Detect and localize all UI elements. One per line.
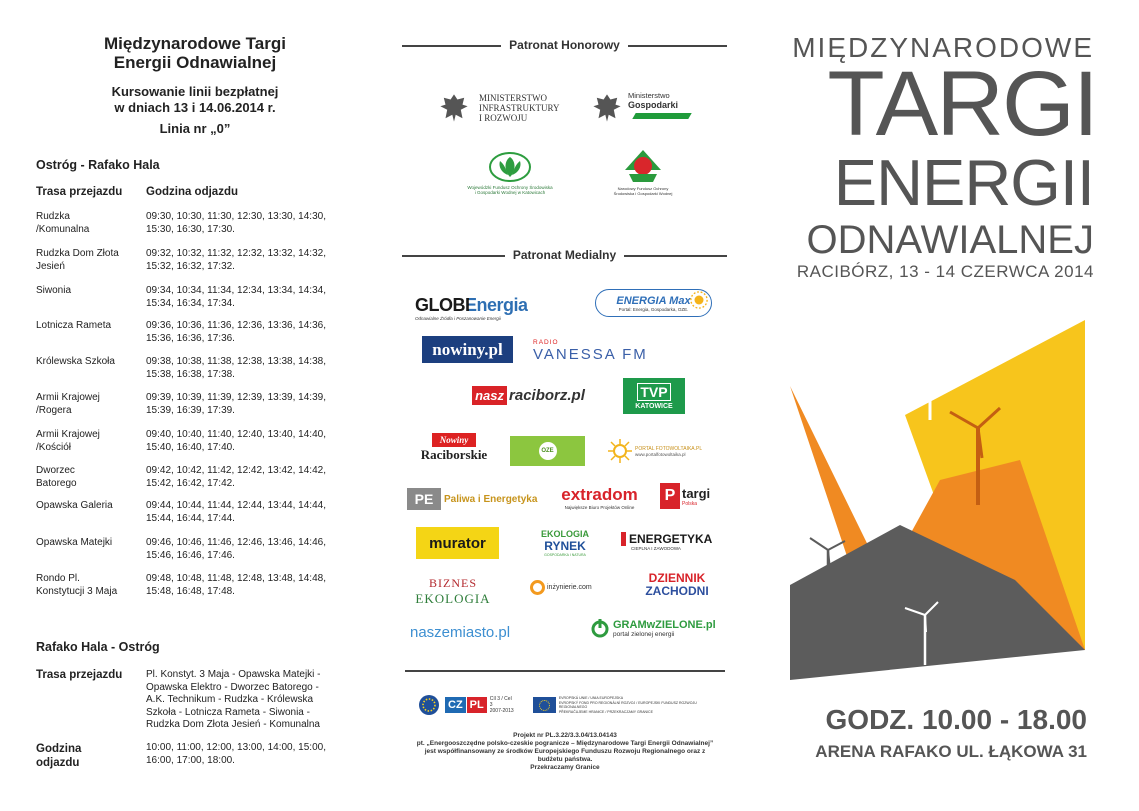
eagle-emblem-icon bbox=[437, 91, 471, 125]
table-row bbox=[36, 573, 366, 607]
pl-text: PL bbox=[467, 697, 487, 713]
fotowoltaika-text: PORTAL FOTOWOLTAIKA.PL bbox=[635, 445, 703, 452]
targi-badge: P bbox=[660, 483, 680, 509]
nowiny-rac-b: Raciborskie bbox=[420, 447, 488, 462]
departure-times: 09:38, 10:38, 11:38, 12:38, 13:38, 14:38, 15:38, 16:38, 17:38. bbox=[146, 356, 326, 380]
murator-text: murator bbox=[429, 534, 486, 552]
outbound-heading: Ostróg - Rafako Hala bbox=[36, 158, 160, 172]
tree-emblem-icon bbox=[623, 148, 663, 186]
murator-logo bbox=[416, 527, 499, 559]
green-stripe bbox=[632, 113, 691, 119]
event-title-panel bbox=[745, 0, 1139, 811]
title-odnawialnej: ODNAWIALNEJ bbox=[806, 218, 1094, 262]
divider bbox=[405, 670, 725, 672]
nowiny-logo bbox=[422, 336, 513, 363]
subtitle-line-1: Kursowanie linii bezpłatnej bbox=[111, 84, 279, 99]
eu-flag-icon bbox=[533, 697, 556, 713]
stop-name: Dworzec Batorego bbox=[36, 465, 77, 489]
rynek-text: RYNEK bbox=[544, 539, 586, 553]
energiamax-sub: Portal: Energia, Gospodarka, OZE. bbox=[618, 306, 689, 312]
table-row bbox=[36, 211, 366, 245]
title-energii: ENERGII bbox=[833, 146, 1094, 219]
stop-name: Opawska Matejki bbox=[36, 537, 113, 548]
return-route-label: Trasa przejazdu bbox=[36, 669, 123, 681]
cz-pl-sub: Cíl 3 / Cel 3 2007-2013 bbox=[489, 696, 514, 714]
stop-name: Lotnicza Rameta bbox=[36, 320, 112, 331]
ekologia-text: EKOLOGIA bbox=[540, 529, 589, 539]
departure-times: 09:39, 10:39, 11:39, 12:39, 13:39, 14:39, 15:39, 16:39, 17:39. bbox=[146, 392, 326, 416]
dziennik-zachodni-logo bbox=[637, 570, 717, 600]
return-times: 10:00, 11:00, 12:00, 13:00, 14:00, 15:00, 16:00, 17:00, 18:00. bbox=[146, 742, 326, 766]
sun-icon bbox=[607, 438, 633, 464]
globenergia-logo bbox=[415, 293, 555, 323]
table-row bbox=[36, 465, 366, 499]
honorary-patronage-header bbox=[402, 38, 727, 52]
ministry2-label-b: Gospodarki bbox=[628, 100, 679, 110]
patrons-panel bbox=[385, 0, 745, 811]
energetyka-text: ENERGETYKA bbox=[621, 532, 712, 546]
extradom-logo bbox=[548, 482, 651, 512]
table-row bbox=[36, 392, 366, 426]
departure-times: 09:44, 10:44, 11:44, 12:44, 13:44, 14:44, 15:44, 16:44, 17:44. bbox=[146, 500, 326, 524]
return-route: Pl. Konstyt. 3 Maja - Opawska Matejki - Opawska Elektro - Dworzec Batorego - A.K. Technikum - Rudzka - Królewska Szkoła - Lotnicza Rameta - Siwonia - Rudzka Dom Złota Jesień - Komunalna bbox=[146, 669, 321, 730]
departure-times: 09:30, 10:30, 11:30, 12:30, 13:30, 14:30, 15:30, 16:30, 17:30. bbox=[146, 211, 326, 235]
eu-stars-icon bbox=[415, 694, 443, 716]
energetyka-logo bbox=[621, 527, 716, 555]
portal-fotowoltaika-logo bbox=[607, 436, 722, 466]
extradom-sub: Największe Biuro Projektów Online bbox=[564, 504, 635, 510]
schedule-panel bbox=[0, 0, 385, 811]
dziennik-text: DZIENNIK bbox=[648, 571, 706, 585]
wfos-label: Wojewódzki Fundusz Ochrony Środowiska i Gospodarki Wodnej w Katowicach bbox=[467, 184, 553, 195]
schedule-subtitle bbox=[40, 84, 350, 137]
project-fine-print: Projekt nr PL.3.22/3.3.04/13.04143 pt. „Energooszczędne polsko-czeskie pogranicze – Międzynarodowe Targi Energii Odnawialnej” jest współfinansowany ze środków Europejskiego Funduszu Rozwoju Regionalnego oraz z budżetu państwa. Przekraczamy Granice bbox=[416, 732, 714, 771]
table-row bbox=[36, 429, 366, 463]
venue-address: ARENA RAFAKO UL. ŁĄKOWA 31 bbox=[815, 742, 1087, 761]
leaf-emblem-icon bbox=[488, 151, 532, 183]
pe-badge: PE bbox=[407, 488, 441, 510]
eu-text: EVROPSKÁ UNIE / UNIA EUROPEJSKA EVROPSKÝ FOND PRO REGIONÁLNÍ ROZVOJ / EUROPEJSKI FUNDUSZ ROZWOJU REGIONALNEGO PŘEKRAČUJEME HRANICE / PRZEKRACZAMY GRANICE bbox=[558, 696, 697, 714]
wfos-logo bbox=[460, 148, 560, 198]
stop-name: Siwonia bbox=[36, 285, 72, 296]
subtitle-line-2: w dniach 13 i 14.06.2014 r. bbox=[114, 100, 276, 115]
energetyka-sub: CIEPLNA I ZAWODOWA bbox=[631, 545, 681, 551]
gramwzielone-logo bbox=[590, 613, 720, 643]
energiamax-text: ENERGIA Max bbox=[616, 294, 691, 307]
tvp-katowice-logo bbox=[623, 378, 685, 414]
nfosigw-logo bbox=[613, 144, 673, 200]
nowiny-raciborskie-logo bbox=[415, 427, 493, 469]
stop-name: Armii Krajowej /Rogera bbox=[36, 392, 100, 416]
gram-text: GRAMwZIELONE.pl bbox=[613, 618, 716, 631]
stop-name: Opawska Galeria bbox=[36, 500, 113, 511]
eu-fund-logo bbox=[533, 694, 718, 716]
stop-name: Rudzka Dom Złota Jesień bbox=[36, 248, 119, 272]
departure-times: 09:42, 10:42, 11:42, 12:42, 13:42, 14:42, 15:42, 16:42, 17:42. bbox=[146, 465, 326, 489]
radio-vanessa-logo bbox=[533, 338, 708, 364]
ministry-economy-logo bbox=[590, 88, 700, 128]
globenergia-sub: Odnawialne Źródła i Poszanowanie Energii bbox=[415, 316, 501, 321]
media-patronage-header bbox=[402, 248, 727, 262]
nowiny-text: nowiny.pl bbox=[432, 339, 503, 359]
paliwa-energetyka-logo bbox=[407, 486, 542, 512]
departure-times: 09:48, 10:48, 11:48, 12:48, 13:48, 14:48, 15:48, 16:48, 17:48. bbox=[146, 573, 326, 597]
targi-polska-logo bbox=[660, 481, 722, 511]
ministry-infrastructure-logo bbox=[437, 88, 587, 128]
vanessa-text: VANESSA FM bbox=[533, 346, 648, 363]
extradom-text: extradom bbox=[561, 484, 638, 504]
nasz-raciborz-logo bbox=[461, 382, 596, 408]
radio-text: RADIO bbox=[533, 339, 559, 346]
stop-name: Królewska Szkoła bbox=[36, 356, 115, 367]
title-targi: TARGI bbox=[827, 53, 1097, 155]
honorary-label: Patronat Honorowy bbox=[501, 38, 628, 52]
biznes-ekologia-logo bbox=[408, 575, 498, 607]
media-label: Patronat Medialny bbox=[505, 248, 624, 262]
naszemiasto-text: naszemiasto.pl bbox=[410, 623, 511, 641]
ministry2-label-a: Ministerstwo bbox=[628, 91, 670, 100]
time-column-header: Godzina odjazdu bbox=[146, 186, 238, 198]
title-line-1: Międzynarodowe Targi bbox=[104, 34, 286, 53]
targi-sub: Polska bbox=[682, 500, 698, 507]
targi-text: targi bbox=[682, 485, 711, 501]
fotowoltaika-url: www.portalfotowoltaika.pl bbox=[635, 451, 686, 457]
inzynierie-text: inżynierie.com bbox=[547, 583, 592, 591]
cz-text: CZ bbox=[445, 697, 466, 713]
table-row bbox=[36, 285, 366, 319]
table-row bbox=[36, 320, 366, 354]
ministry1-label: MINISTERSTWO INFRASTRUKTURY I ROZWOJU bbox=[479, 93, 560, 123]
raciborz-text: raciborz.pl bbox=[509, 386, 585, 404]
departure-times: 09:40, 10:40, 11:40, 12:40, 13:40, 14:40, 15:40, 16:40, 17:40. bbox=[146, 429, 326, 453]
inzynierie-logo bbox=[530, 576, 596, 598]
nfosigw-label: Narodowy Fundusz Ochrony Środowiska i Gospodarki Wodnej bbox=[613, 186, 673, 196]
wind-turbines-illustration bbox=[790, 320, 1085, 680]
circle-icon bbox=[530, 580, 545, 595]
title-line-2: Energii Odnawialnej bbox=[113, 53, 277, 72]
power-icon bbox=[590, 618, 610, 638]
table-row bbox=[36, 537, 366, 571]
ekologia-label: EKOLOGIA bbox=[415, 590, 491, 606]
departure-times: 09:32, 10:32, 11:32, 12:32, 13:32, 14:32, 15:32, 16:32, 17:32. bbox=[146, 248, 326, 272]
gram-sub: portal zielonej energii bbox=[613, 630, 675, 638]
departure-times: 09:46, 10:46, 11:46, 12:46, 13:46, 14:46, 15:46, 16:46, 17:46. bbox=[146, 537, 326, 561]
departure-times: 09:34, 10:34, 11:34, 12:34, 13:34, 14:34, 15:34, 16:34, 17:34. bbox=[146, 285, 326, 309]
table-row bbox=[36, 356, 366, 390]
stop-name: Rondo Pl. Konstytucji 3 Maja bbox=[36, 573, 118, 597]
pe-text: Paliwa i Energetyka bbox=[444, 493, 538, 505]
stop-name: Armii Krajowej /Kościół bbox=[36, 429, 100, 453]
eagle-emblem-icon bbox=[590, 91, 624, 125]
schedule-title bbox=[40, 34, 350, 72]
return-time-label: Godzina odjazdu bbox=[36, 743, 82, 769]
zachodni-text: ZACHODNI bbox=[645, 584, 709, 598]
oze-logo bbox=[510, 436, 585, 466]
place-date: RACIBÓRZ, 13 - 14 CZERWCA 2014 bbox=[796, 262, 1094, 281]
ekologia-sub: GOSPODARKA I NATURA bbox=[544, 553, 586, 557]
table-row bbox=[36, 248, 366, 282]
nowiny-rac-a: Nowiny bbox=[432, 433, 477, 447]
opening-hours: GODZ. 10.00 - 18.00 bbox=[825, 704, 1087, 735]
title-miedzynarodowe: MIĘDZYNARODOWE bbox=[792, 32, 1094, 63]
cz-pl-programme-logo bbox=[445, 694, 515, 716]
sun-icon bbox=[688, 289, 710, 311]
ekologia-rynek-logo bbox=[525, 526, 605, 560]
naszemiasto-logo bbox=[410, 620, 535, 644]
globenergia-text: GLOBEnergia bbox=[415, 295, 528, 315]
line-number: Linia nr „0” bbox=[159, 121, 231, 136]
tvp-text: TVP bbox=[637, 383, 670, 401]
oze-text: OZE bbox=[539, 442, 557, 460]
return-heading: Rafako Hala - Ostróg bbox=[36, 640, 160, 654]
departure-times: 09:36, 10:36, 11:36, 12:36, 13:36, 14:36, 15:36, 16:36, 17:36. bbox=[146, 320, 326, 344]
route-column-header: Trasa przejazdu bbox=[36, 186, 123, 198]
table-row bbox=[36, 500, 366, 534]
katowice-text: KATOWICE bbox=[635, 402, 673, 410]
biznes-text: BIZNES bbox=[429, 575, 477, 590]
nasz-text: nasz bbox=[472, 386, 507, 405]
stop-name: Rudzka /Komunalna bbox=[36, 211, 90, 235]
